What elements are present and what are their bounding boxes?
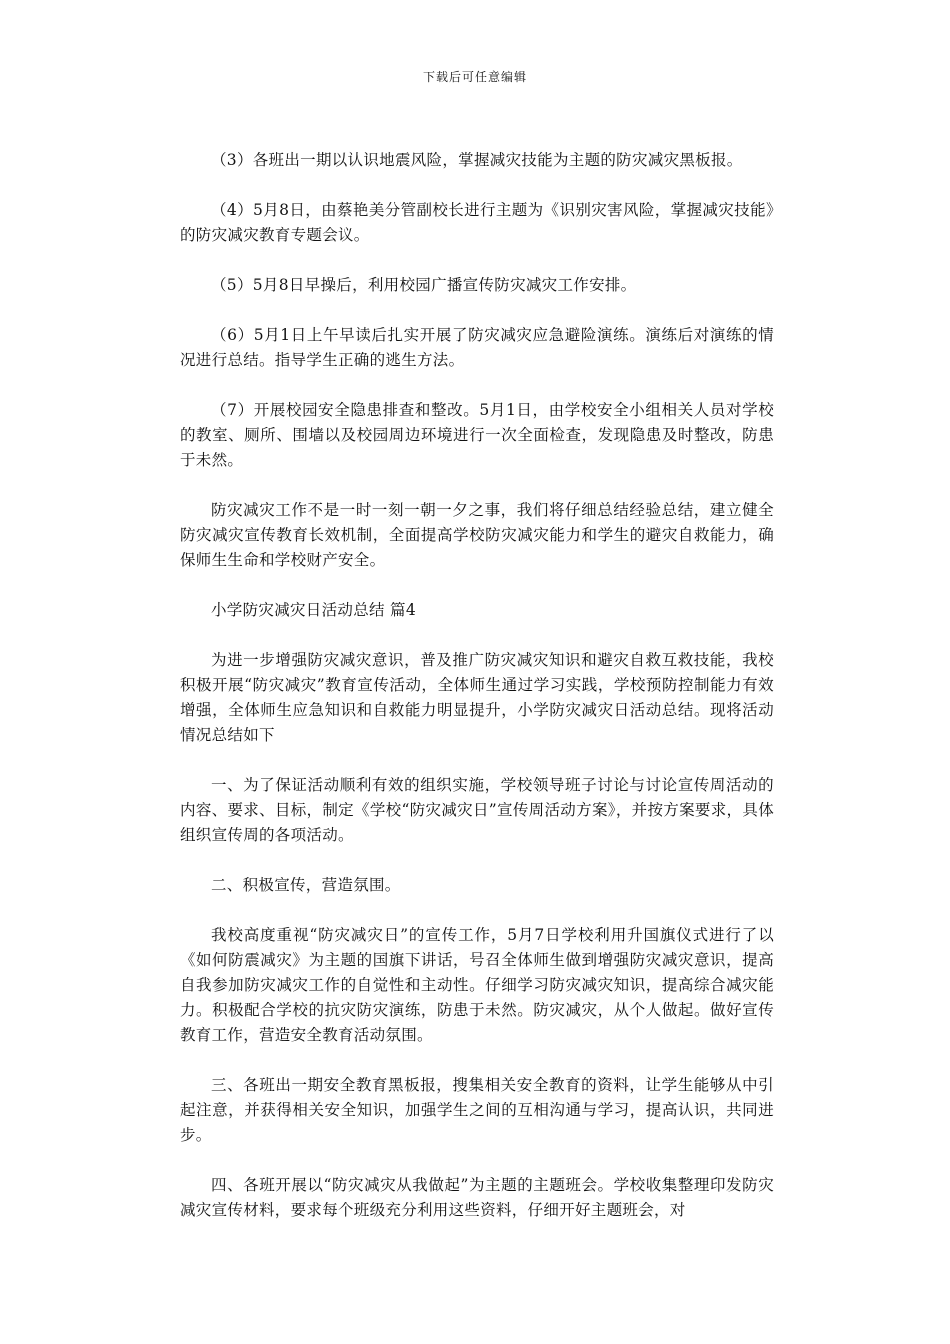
paragraph-item-7: （7）开展校园安全隐患排查和整改。5月1日，由学校安全小组相关人员对学校的教室、厕所、围墙以及校园周边环境进行一次全面检查，发现隐患及时整改，防患于未然。: [180, 401, 774, 469]
paragraph-publicity: 我校高度重视“防灾减灾日”的宣传工作，5月7日学校利用升国旗仪式进行了以《如何防震减灾》为主题的国旗下讲话，号召全体师生做到增强防灾减灾意识，提高自我参加防灾减灾工作的自觉性和主动性。仔细学习防灾减灾知识，提高综合减灾能力。积极配合学校的抗灾防灾演练，防患于未然。防灾减灾，从个人做起。做好宣传教育工作，营造安全教育活动氛围。: [180, 926, 774, 1044]
paragraph-section-4: 四、各班开展以“防灾减灾从我做起”为主题的主题班会。学校收集整理印发防灾减灾宣传材料，要求每个班级充分利用这些资料，仔细开好主题班会，对: [180, 1176, 774, 1219]
document-body: [180, 148, 774, 1248]
section-heading: 小学防灾减灾日活动总结 篇4: [211, 601, 416, 619]
paragraph-item-5: （5）5月8日早操后，利用校园广播宣传防灾减灾工作安排。: [211, 276, 637, 294]
paragraph-conclusion: 防灾减灾工作不是一时一刻一朝一夕之事，我们将仔细总结经验总结，建立健全防灾减灾宣传教育长效机制，全面提高学校防灾减灾能力和学生的避灾自救能力，确保师生生命和学校财产安全。: [180, 501, 774, 569]
paragraph-intro: 为进一步增强防灾减灾意识，普及推广防灾减灾知识和避灾自救互救技能，我校积极开展“防灾减灾”教育宣传活动，全体师生通过学习实践，学校预防控制能力有效增强，全体师生应急知识和自救能力明显提升，小学防灾减灾日活动总结。现将活动情况总结如下: [180, 651, 774, 744]
paragraph-section-3: 三、各班出一期安全教育黑板报，搜集相关安全教育的资料，让学生能够从中引起注意，并获得相关安全知识，加强学生之间的互相沟通与学习，提高认识，共同进步。: [180, 1076, 774, 1144]
paragraph-section-2: 二、积极宣传，营造氛围。: [211, 876, 401, 894]
paragraph-item-3: （3）各班出一期以认识地震风险，掌握减灾技能为主题的防灾减灾黑板报。: [211, 151, 743, 169]
paragraph-section-1: 一、为了保证活动顺利有效的组织实施，学校领导班子讨论与讨论宣传周活动的内容、要求、目标，制定《学校“防灾减灾日”宣传周活动方案》，并按方案要求，具体组织宣传周的各项活动。: [180, 776, 774, 844]
paragraph-item-6: （6）5月1日上午早读后扎实开展了防灾减灾应急避险演练。演练后对演练的情况进行总结。指导学生正确的逃生方法。: [180, 326, 774, 369]
paragraph-item-4: （4）5月8日，由蔡艳美分管副校长进行主题为《识别灾害风险，掌握减灾技能》的防灾减灾教育专题会议。: [180, 201, 774, 244]
page-header-note: 下载后可任意编辑: [422, 70, 527, 84]
